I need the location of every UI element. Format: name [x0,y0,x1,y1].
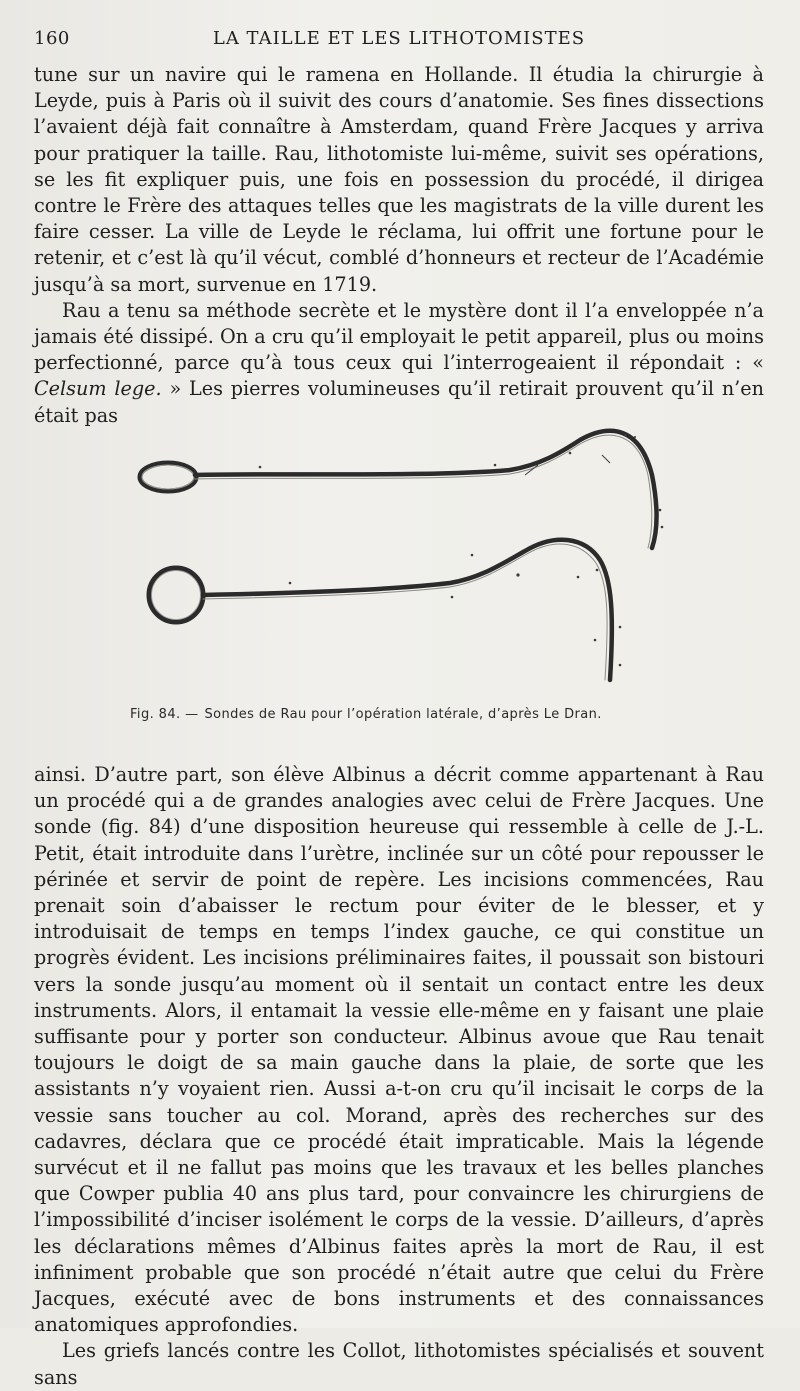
marker-dot [471,554,474,557]
marker-dot [516,573,519,576]
upper-sound-markers [259,434,664,529]
lower-sound-shaft [203,540,612,680]
marker-dot [451,596,454,599]
lower-sound-instrument [149,540,612,680]
page-number: 160 [34,28,70,49]
paragraph [34,298,764,429]
figure-label: Fig. 84. — [130,707,199,722]
running-title: LA TAILLE ET LES LITHOTOMISTES [212,28,586,49]
marker-dot [634,436,636,438]
upper-sound-instrument [140,431,657,548]
paragraph: ainsi. D’autre part, son élève Albinus a décrit comme appartenant à Rau un procédé qui a de grandes analogies avec celui de Frère Jacques. Une sonde (fig. 84) d’une disposition heureuse qui ressemble à celle de J.-L. Petit, était introduite dans l’urètre, inclinée sur un côté pour repousser le périnée et servir de point de repère. Les incisions commencées, Rau prenait soin d’abaisser le rectum pour éviter de le blesser, et y introduisait de temps en temps l’index gauche, ce qui constitue un progrès évident. Les incisions préliminaires faites, il poussait son bistouri vers la sonde jusqu’au moment où il sentait un contact entre les deux instruments. Alors, il entamait la vessie elle-même en y faisant une plaie suffisante pour y porter son conducteur. Albinus avoue que Rau tenait toujours le doigt de sa main gauche dans la plaie, de sorte que les assistants n’y voyaient rien. Aussi a-t-on cru qu’il incisait le corps de la vessie sans toucher au col. Morand, après des recherches sur des cadavres, déclara que ce procédé était impraticable. Mais la légende survécut et il ne fallut pas moins que les travaux et les belles planches que Cowper publia 40 ans plus tard, pour convaincre les chirurgiens de l’impossibilité d’inciser isolément le corps de la vessie. D’ailleurs, d’après les déclarations mêmes d’Albinus faites après la mort de Rau, il est infiniment probable que son procédé n’était autre que celui du Frère Jacques, exécuté avec de bons instruments et des connaissances anatomiques approfondies. [34,763,764,1337]
marker-dot [494,464,497,467]
marker-dot [289,582,292,585]
marker-tick [602,455,610,463]
marker-dot [594,639,597,642]
upper-sound-ring [140,463,196,491]
body-text-top [34,62,764,429]
marker-dot [661,526,664,529]
text-run: » Les pierres volumineuses qu’il retirait prouvent qu’il n’en était pas [34,377,764,427]
marker-dot [596,569,599,572]
figure-caption-text: Sondes de Rau pour l’opération latérale, d’après Le Dran. [204,707,602,722]
marker-dot [619,626,622,629]
figure-caption [130,707,690,722]
lower-sound-markers [289,554,622,667]
body-text-bottom [34,762,764,1391]
paragraph: Les griefs lancés contre les Collot, lithotomistes spécialisés et souvent sans [34,1339,764,1389]
marker-dot [619,664,622,667]
page-header [34,28,764,52]
marker-dot [659,509,662,512]
marker-dot [259,466,262,469]
upper-sound-shaft [195,431,657,548]
marker-dot [624,434,627,437]
italic-quote: Celsum lege. [34,377,162,401]
marker-dot [577,576,580,579]
lower-sound-ring [149,568,203,622]
paragraph: tune sur un navire qui le ramena en Hollande. Il étudia la chirurgie à Leyde, puis à Paris où il suivit des cours d’anatomie. Ses fines dissections l’avaient déjà fait connaître à Amsterdam, quand Frère Jacques y arriva pour pratiquer la taille. Rau, lithotomiste lui-même, suivit ses opérations, se les fit expliquer puis, une fois en possession du procédé, il dirigea contre le Frère des attaques telles que les magistrats de la ville durent les faire cesser. La ville de Leyde le réclama, lui offrit une fortune pour le retenir, et c’est là qu’il vécut, comblé d’honneurs et recteur de l’Académie jusqu’à sa mort, survenue en 1719. [34,63,764,296]
text-run: Rau a tenu sa méthode secrète et le mystère dont il l’a enveloppée n’a jamais été dissipé. On a cru qu’il employait le petit appareil, plus ou moins perfectionné, parce qu’à tous ceux qui l’interrogeaient il répondait : « [34,298,764,375]
marker-dot [569,452,572,455]
figure-illustration [100,415,720,695]
